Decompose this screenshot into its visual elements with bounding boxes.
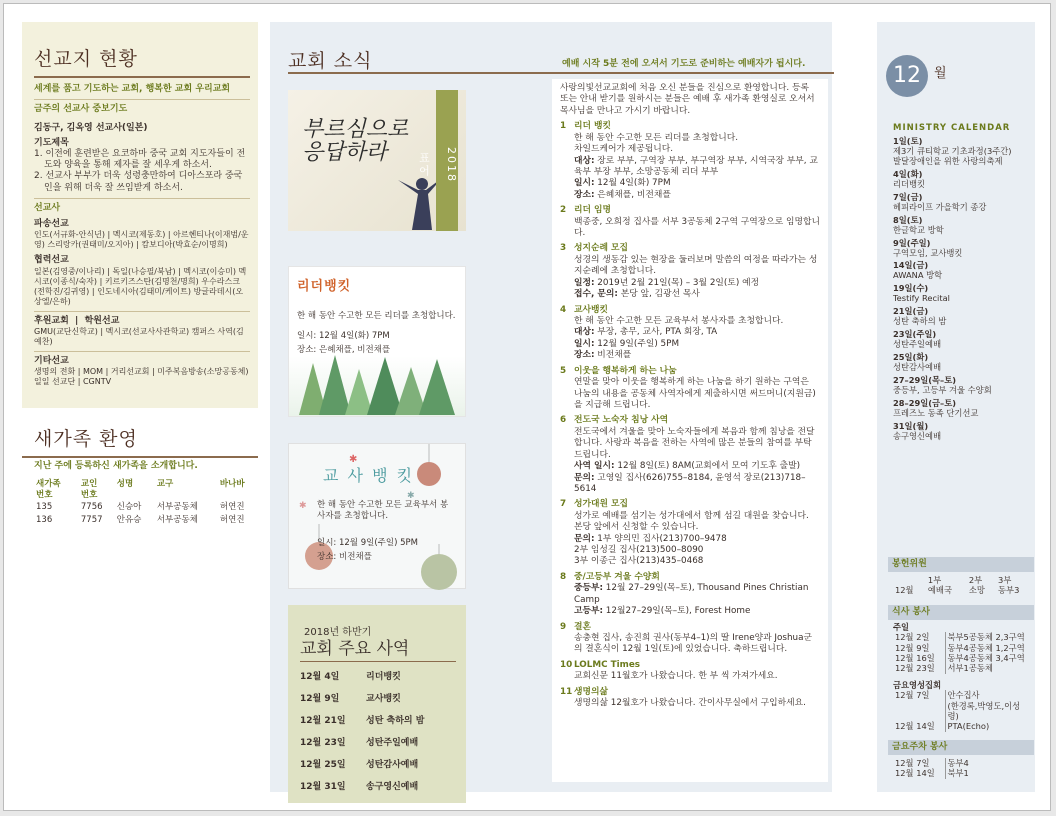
table-row xyxy=(893,653,1033,663)
news-item-detail xyxy=(574,583,820,606)
column-header: 교인 번호 xyxy=(80,479,98,500)
event-date: 12월 9일 xyxy=(300,694,340,705)
prayer-item: 1. 이전에 훈련받은 요코하마 중국 교회 지도자들이 전도와 양육을 통해 제자를 잘 세우게 하소서. xyxy=(34,148,246,170)
calendar-event: 프레즈노 동족 단기선교 xyxy=(893,407,979,418)
table-cell: 동부3 xyxy=(998,585,1020,596)
news-item-body: 한 해 동안 수고한 모든 리더를 초청합니다. 차일드케어가 제공됩니다. xyxy=(574,132,739,155)
detail-value: 12월 4일(화) 7PM xyxy=(594,178,671,189)
schedule-title: 교회 주요 사역 xyxy=(300,639,410,659)
support-heading: 후원교회 xyxy=(34,315,69,326)
news-item-number: 9 xyxy=(560,621,567,632)
table-row xyxy=(300,777,424,799)
date-cell: 12월 14일 xyxy=(895,768,935,779)
meal-friday-label: 금요영성집회 xyxy=(893,679,942,690)
news-item-detail xyxy=(574,473,820,496)
month-badge: 12 xyxy=(886,55,928,97)
date-cell: 12월 14일 xyxy=(895,721,935,732)
column-header: 1부 xyxy=(927,575,942,585)
detail-label: 대상: xyxy=(574,327,595,338)
motto-calligraphy: 부르심으로 응답하라 xyxy=(302,117,409,166)
table-row xyxy=(300,755,424,777)
calendar-entry xyxy=(893,261,1033,281)
calendar-date: 28–29일(금–토) xyxy=(893,397,957,408)
news-item-number: 1 xyxy=(560,121,567,132)
teacher-card-body: 한 해 동안 수고한 모든 교육부서 봉사자를 초청합니다. xyxy=(317,500,449,521)
detail-value: 12월 27–29일(목–토), Thousand Pines Christian Camp xyxy=(574,583,809,605)
divider xyxy=(34,99,250,100)
missionary-name: 김동구, 김옥영 선교사(일본) xyxy=(34,123,148,134)
team-cell: 안수집사 (한경록,박영도,이성령) xyxy=(945,690,1033,721)
motto-band xyxy=(417,90,458,231)
calendar-entry xyxy=(893,239,1033,259)
ministry-calendar-list xyxy=(893,137,1033,442)
table-cell: 135 xyxy=(36,502,53,513)
news-item-detail xyxy=(574,339,820,350)
calendar-date: 31일(월) xyxy=(893,420,929,431)
news-item-detail xyxy=(574,190,820,201)
column-header: 바나바 xyxy=(219,479,245,489)
news-item-detail xyxy=(574,278,820,289)
date-cell: 12월 2일 xyxy=(895,632,930,643)
divider xyxy=(288,72,834,74)
table-row xyxy=(22,501,258,514)
calendar-event: 송구영신예배 xyxy=(893,430,942,441)
detail-value: 2019년 2월 21일(목) – 3월 2일(토) 예정 xyxy=(594,277,760,288)
team-cell: 동부4 xyxy=(945,758,1033,768)
column-header: 새가족 번호 xyxy=(36,479,61,500)
news-item xyxy=(560,415,820,495)
other-heading: 기타선교 xyxy=(34,355,69,366)
table-cell: 예배국 xyxy=(927,585,952,596)
parking-list xyxy=(893,758,1033,779)
news-item-body: 연말을 맞아 이웃을 행복하게 하는 나눔을 하기 원하는 구역은 나눔의 내용을 공동체 사역자에게 제출하시면 써드머니(지원금)을 지급해 드립니다. xyxy=(574,377,816,410)
schedule-subtitle: 2018년 하반기 xyxy=(304,627,372,638)
calendar-entry xyxy=(893,216,1033,236)
calendar-event: Testify Recital xyxy=(893,293,950,304)
sent-heading: 파송선교 xyxy=(34,219,69,229)
news-item-body: 성경의 생동감 있는 현장을 둘러보며 말씀의 여정을 따라가는 성지순례에 초청합니다. xyxy=(574,254,818,277)
news-item-number: 2 xyxy=(560,205,567,216)
news-item-body: 백종중, 오희정 집사를 서부 3공동체 2구역 구역장으로 임명합니다. xyxy=(574,216,821,239)
news-item-body: 한 해 동안 수고한 모든 교육부서 봉사자를 초청합니다. xyxy=(574,316,784,327)
news-title: 교회 소식 xyxy=(288,50,373,72)
calendar-event: 한글학교 방학 xyxy=(893,224,944,235)
news-item-detail xyxy=(574,327,820,338)
other-list: 생명의 전화 | MOM | 거리선교회 | 미주복음방송(소망공동체) 일일 선교단 | CGNTV xyxy=(34,367,249,386)
table-row xyxy=(893,585,1033,595)
support-list: GMU(교단신학교) | 멕시코(선교사사관학교) 캠퍼스 사역(김예찬) xyxy=(34,326,244,346)
calendar-date: 25일(화) xyxy=(893,352,929,363)
table-cell: 안유승 xyxy=(116,514,142,525)
event-date: 12월 25일 xyxy=(300,760,346,771)
calendar-entry xyxy=(893,353,1033,373)
calendar-date: 1일(토) xyxy=(893,136,923,146)
table-cell: 7756 xyxy=(80,502,103,513)
news-item xyxy=(560,305,820,362)
leader-card-when: 일시: 12월 4일(화) 7PM xyxy=(297,331,390,341)
mission-subtitle: 세계를 품고 기도하는 교회, 행복한 교회 우리교회 xyxy=(34,83,231,94)
calendar-date: 21일(금) xyxy=(893,306,929,317)
table-row xyxy=(893,758,1033,768)
teacher-card-where: 장소: 비전채플 xyxy=(317,552,372,562)
column-header: 3부 xyxy=(998,575,1012,585)
meal-list xyxy=(893,622,1033,732)
news-item-detail xyxy=(574,534,820,568)
month-label: 월 xyxy=(934,66,947,81)
news-item-detail xyxy=(574,461,820,472)
news-list xyxy=(552,79,828,782)
detail-label: 문의: xyxy=(574,472,595,483)
table-row xyxy=(893,690,1033,721)
event-date: 12월 21일 xyxy=(300,716,346,727)
leader-card-where: 장소: 은혜채플, 비전채플 xyxy=(297,345,391,355)
table-row xyxy=(300,733,424,755)
svg-text:✱: ✱ xyxy=(349,454,358,465)
detail-value: 고영일 집사(626)755–8184, 윤영석 장로(213)718–5614 xyxy=(574,472,806,494)
news-item xyxy=(560,121,820,201)
news-intro: 사랑의빛선교교회에 처음 오신 분들을 진심으로 환영합니다. 등록 또는 안내 받기를 원하시는 분들은 예배 후 새가족 환영실로 오셔서 목사님을 만나고 가시기 바랍니다. xyxy=(560,83,815,116)
news-item-number: 11 xyxy=(560,686,573,697)
table-row xyxy=(300,689,424,711)
new-family-subtitle: 지난 주에 등록하신 새가족을 소개합니다. xyxy=(34,460,198,471)
leader-card-title: 리더뱅킷 xyxy=(297,279,352,294)
detail-label: 장소: xyxy=(574,350,595,361)
news-item-title: 리더 뱅킷 xyxy=(574,121,612,132)
news-item-detail xyxy=(574,289,820,300)
missionaries-heading: 선교사 xyxy=(34,202,61,213)
table-cell: 서부공동체 xyxy=(156,502,198,513)
team-cell: 서부1공동체 xyxy=(945,663,1033,673)
table-cell: 서부공동체 xyxy=(156,514,198,525)
news-item-title: 리더 임명 xyxy=(574,205,612,216)
date-cell: 12월 23일 xyxy=(895,663,935,674)
mission-title: 선교지 현황 xyxy=(34,48,138,70)
new-family-section xyxy=(22,428,258,527)
detail-value: 부장, 총무, 교사, PTA 회장, TA xyxy=(594,327,718,338)
detail-value: 1부 양의민 집사(213)700–9478 2부 임성길 집사(213)500–8090 3부 이종근 집사(213)435–0468 xyxy=(574,533,727,567)
parking-title: 금요주차 봉사 xyxy=(888,740,1034,755)
event-name: 리더뱅킷 xyxy=(366,672,401,683)
table-cell: 허연진 xyxy=(219,502,245,513)
service-table xyxy=(893,575,1033,596)
calendar-date: 9일(주일) xyxy=(893,237,931,248)
news-item-body: 전도국에서 겨울을 맞아 노숙자들에게 복음과 함께 침낭을 전달합니다. 사랑과 복음을 전하는 사역에 많은 분들의 참여를 부탁드립니다. xyxy=(574,426,815,460)
worship-note: 예배 시작 5분 전에 오셔서 기도로 준비하는 예배자가 됩시다. xyxy=(562,59,806,69)
news-item-title: 결혼 xyxy=(574,621,591,632)
calendar-date: 4일(화) xyxy=(893,168,923,179)
detail-label: 장소: xyxy=(574,189,595,200)
news-item-number: 3 xyxy=(560,243,567,254)
calendar-event: 성탄감사예배 xyxy=(893,362,942,373)
event-date: 12월 31일 xyxy=(300,782,346,793)
team-cell: 동부4공동체 1,2구역 xyxy=(945,643,1033,653)
calendar-date: 23일(주일) xyxy=(893,329,937,340)
news-item-detail xyxy=(574,350,820,361)
divider xyxy=(22,456,258,458)
event-name: 송구영신예배 xyxy=(366,782,419,793)
column-header: 교구 xyxy=(156,479,174,489)
table-row xyxy=(893,721,1033,731)
news-item-title: 교사뱅킷 xyxy=(574,304,608,315)
news-item xyxy=(560,499,820,568)
partner-list: 일본(김영중/이나리) | 독일(나승필/북남) | 멕시코(이승미) 멕시코(이종식/숙자) | 키르키즈스탄(김명천/명희) 우수라스크(전학진/김귀영) | 인도네시아(김태미/케이트) 방글라데시(오상엘/은하) xyxy=(34,266,247,306)
calendar-date: 14일(금) xyxy=(893,260,929,271)
event-name: 성탄주일예배 xyxy=(366,738,419,749)
news-item xyxy=(560,205,820,239)
news-item-number: 10 xyxy=(560,659,573,670)
news-item xyxy=(560,687,820,710)
news-item xyxy=(560,572,820,618)
calendar-date: 8일(토) xyxy=(893,214,923,225)
divider xyxy=(34,311,250,312)
table-row xyxy=(22,514,258,527)
motto-label: 표어 xyxy=(417,151,431,178)
detail-label: 고등부: xyxy=(574,606,604,617)
divider xyxy=(34,76,250,78)
calendar-entry xyxy=(893,193,1033,213)
news-item-body: 성가로 예배를 섬기는 성가대에서 함께 섬길 대원을 찾습니다. 본당 앞에서 신청할 수 있습니다. xyxy=(574,510,809,533)
teacher-banquet-card xyxy=(288,443,466,589)
calendar-event: 성탄주일예배 xyxy=(893,339,942,350)
service-title: 봉헌위원 xyxy=(888,557,1034,572)
detail-label: 대상: xyxy=(574,155,595,166)
table-row xyxy=(893,643,1033,653)
news-item-title: 중/고등부 겨울 수양회 xyxy=(574,571,660,582)
table-row xyxy=(893,768,1033,778)
partner-heading: 협력선교 xyxy=(34,255,69,266)
news-item xyxy=(560,243,820,300)
calendar-event: 헤피라이프 가을학기 종강 xyxy=(893,201,987,212)
table-cell: 허연진 xyxy=(219,514,245,525)
news-item-number: 8 xyxy=(560,571,567,582)
motto-year: 2018 xyxy=(445,146,458,183)
school-heading: 학원선교 xyxy=(84,315,120,326)
team-cell: 동부4공동체 3,4구역 xyxy=(945,653,1033,663)
table-cell: 소망 xyxy=(968,585,985,596)
detail-value: 본당 앞, 김광선 목사 xyxy=(617,289,700,300)
detail-label: 사역 일시: xyxy=(574,461,615,472)
event-date: 12월 23일 xyxy=(300,738,346,749)
calendar-event: 구역모임, 교사뱅킷 xyxy=(893,247,963,258)
detail-value: 12월 9일(주일) 5PM xyxy=(594,338,680,349)
major-events-card xyxy=(288,605,466,803)
column-header: 성명 xyxy=(116,479,134,489)
news-item-title: 이웃을 행복하게 하는 나눔 xyxy=(574,365,677,376)
column-header: 2부 xyxy=(968,575,983,585)
teacher-card-title: 교 사 뱅 킷 xyxy=(323,466,415,485)
date-cell: 12월 9일 xyxy=(895,642,930,653)
event-date: 12월 4일 xyxy=(300,672,340,683)
news-item-title: 전도국 노숙자 침낭 사역 xyxy=(574,415,669,426)
svg-text:✱: ✱ xyxy=(299,501,307,511)
mission-panel: 선교지 현황 세계를 품고 기도하는 교회, 행복한 교회 우리교회 금주의 선교사 중보기도 김동구, 김옥영 선교사(일본) 기도제목 1. 이전에 훈련받은 요코하마 중국 교회 지도자들이 전도와 양육을 통해 제자를 잘 세우게 하소서. 2. 선교사 부부가 더욱 성령충만하여 디아스포라 중국인을 위해 더욱 잘 쓰임받게 하소서. 선교사 파송선교 인도(서규화-안식년) | 멕시코(제동호) | 아르헨티나(이재범/운영) 스리랑카(권태미/오지아) | 캄보디아(박효순/이명희) 협력선교 일본(김영중/이나리) | 독일(나승필/북남) | 멕시코(이승미) 멕시코(이종식/숙자) | 키르키즈스탄(김명천/명희) 우수라스크(전학진/김귀영) | 인도네시아(김태미/케이트) 방글라데시(오상엘/은하) 후원교회 | 학원선교 GMU(교단신학교) | 멕시코(선교사사관학교) 캠퍼스 사역(김예찬) 기타선교 생명의 전화 | MOM | 거리선교회 | 미주복음방송(소망공동체) 일일 선교단 | CGNTV xyxy=(22,22,258,408)
calendar-entry xyxy=(893,422,1033,442)
news-item-detail xyxy=(574,178,820,189)
calendar-event: 리더뱅킷 xyxy=(893,178,926,189)
table-row xyxy=(300,711,424,733)
calendar-entry xyxy=(893,399,1033,419)
prayer-item: 2. 선교사 부부가 더욱 성령충만하여 디아스포라 중국인을 위해 더욱 잘 쓰임받게 하소서. xyxy=(34,171,243,193)
detail-value: 장로 부부, 구역장 부부, 부구역장 부부, 시역국장 부부, 교육부 부장 부부, 소망공동체 리더 부부 xyxy=(574,155,818,177)
prayer-heading: 금주의 선교사 중보기도 xyxy=(34,104,128,114)
detail-label: 중등부: xyxy=(574,583,604,594)
sent-list: 인도(서규화-안식년) | 멕시코(제동호) | 아르헨티나(이재범/운영) 스리랑카(권태미/오지아) | 캄보디아(박효순/이명희) xyxy=(34,230,249,250)
event-name: 교사뱅킷 xyxy=(366,694,401,705)
news-item xyxy=(560,660,820,683)
calendar-entry xyxy=(893,137,1033,167)
detail-label: 일시: xyxy=(574,338,595,349)
calendar-entry xyxy=(893,376,1033,396)
team-cell: PTA(Echo) xyxy=(945,721,1033,731)
calendar-entry xyxy=(893,284,1033,304)
event-name: 성탄 축하의 밤 xyxy=(366,716,425,727)
news-item-body: 생명의삶 12월호가 나왔습니다. 간이사무실에서 구입하세요. xyxy=(574,698,806,709)
news-item-number: 7 xyxy=(560,499,567,510)
news-item-title: 성지순례 모집 xyxy=(574,243,629,254)
leader-card-body: 한 해 동안 수고한 모든 리더를 초청합니다. xyxy=(297,311,456,321)
new-family-table xyxy=(22,478,258,527)
news-item xyxy=(560,622,820,656)
event-name: 성탄감사예배 xyxy=(366,760,419,771)
christmas-trees-illustration xyxy=(289,355,465,417)
news-item-detail xyxy=(574,606,820,617)
detail-value: 은혜채플, 비전채플 xyxy=(594,189,671,200)
date-cell: 12월 7일 xyxy=(895,690,930,701)
calendar-date: 19일(수) xyxy=(893,283,929,294)
detail-value: 비전채플 xyxy=(594,350,632,361)
news-item-number: 4 xyxy=(560,304,567,315)
meal-title: 식사 봉사 xyxy=(888,605,1034,620)
table-row xyxy=(300,667,424,689)
news-item-title: 성가대원 모집 xyxy=(574,499,629,510)
news-item-body: 교회신문 11월호가 나왔습니다. 한 부 씩 가져가세요. xyxy=(574,671,778,682)
calendar-event: AWANA 방학 xyxy=(893,270,943,281)
calendar-entry xyxy=(893,330,1033,350)
news-item-number: 6 xyxy=(560,415,567,426)
date-cell: 12월 16일 xyxy=(895,653,935,664)
detail-label: 일정: xyxy=(574,277,595,288)
news-item-number: 5 xyxy=(560,365,567,376)
detail-label: 일시: xyxy=(574,178,595,189)
calendar-date: 7일(금) xyxy=(893,191,923,202)
team-cell: 북부1 xyxy=(945,768,1033,778)
table-cell: 12월 xyxy=(895,585,914,596)
news-item-title: LOLMC Times xyxy=(574,659,641,670)
motto-card xyxy=(288,90,466,231)
teacher-card-when: 일시: 12월 9일(주일) 5PM xyxy=(317,538,418,548)
calendar-event: 성탄 축하의 밤 xyxy=(893,316,947,327)
calendar-event: 제3기 큐티학교 기초과정(3주간) 발달장애인을 위한 사랑의축제 xyxy=(893,145,1012,166)
news-item xyxy=(560,366,820,412)
news-item-detail xyxy=(574,156,820,179)
ministry-calendar-title: MINISTRY CALENDAR xyxy=(893,123,1011,133)
schedule-table xyxy=(300,667,424,799)
calendar-entry xyxy=(893,307,1033,327)
date-cell: 12월 7일 xyxy=(895,758,930,768)
svg-text:✱: ✱ xyxy=(407,491,415,501)
divider xyxy=(34,351,250,352)
table-row xyxy=(893,663,1033,673)
detail-label: 접수, 문의: xyxy=(574,289,618,300)
leader-banquet-card xyxy=(288,266,466,417)
calendar-entry xyxy=(893,170,1033,190)
calendar-date: 27–29일(목–토) xyxy=(893,375,957,386)
news-item-title: 생명의삶 xyxy=(574,686,608,697)
table-row xyxy=(893,632,1033,642)
table-cell: 신승아 xyxy=(116,502,142,513)
table-cell: 136 xyxy=(36,514,53,525)
new-family-title: 새가족 환영 xyxy=(34,428,138,450)
divider xyxy=(34,198,250,199)
news-item-body: 송충현 집사, 송진희 권사(동부4–1)의 딸 Irene양과 Joshua군의 결혼식이 12월 1일(토)에 있었습니다. 축하드립니다. xyxy=(574,632,813,655)
detail-value: 12월27–29일(목–토), Forest Home xyxy=(603,606,751,617)
divider xyxy=(300,661,456,662)
team-cell: 북부5공동체 2,3구역 xyxy=(945,632,1033,642)
prayer-label: 기도제목 xyxy=(34,137,69,148)
detail-label: 문의: xyxy=(574,533,595,544)
table-cell: 7757 xyxy=(80,514,103,525)
calendar-event: 중등부, 고등부 겨울 수양회 xyxy=(893,384,992,395)
detail-value: 12월 8일(토) 8AM(교회에서 모여 기도후 출발) xyxy=(614,461,801,472)
meal-sunday-label: 주일 xyxy=(893,622,910,632)
